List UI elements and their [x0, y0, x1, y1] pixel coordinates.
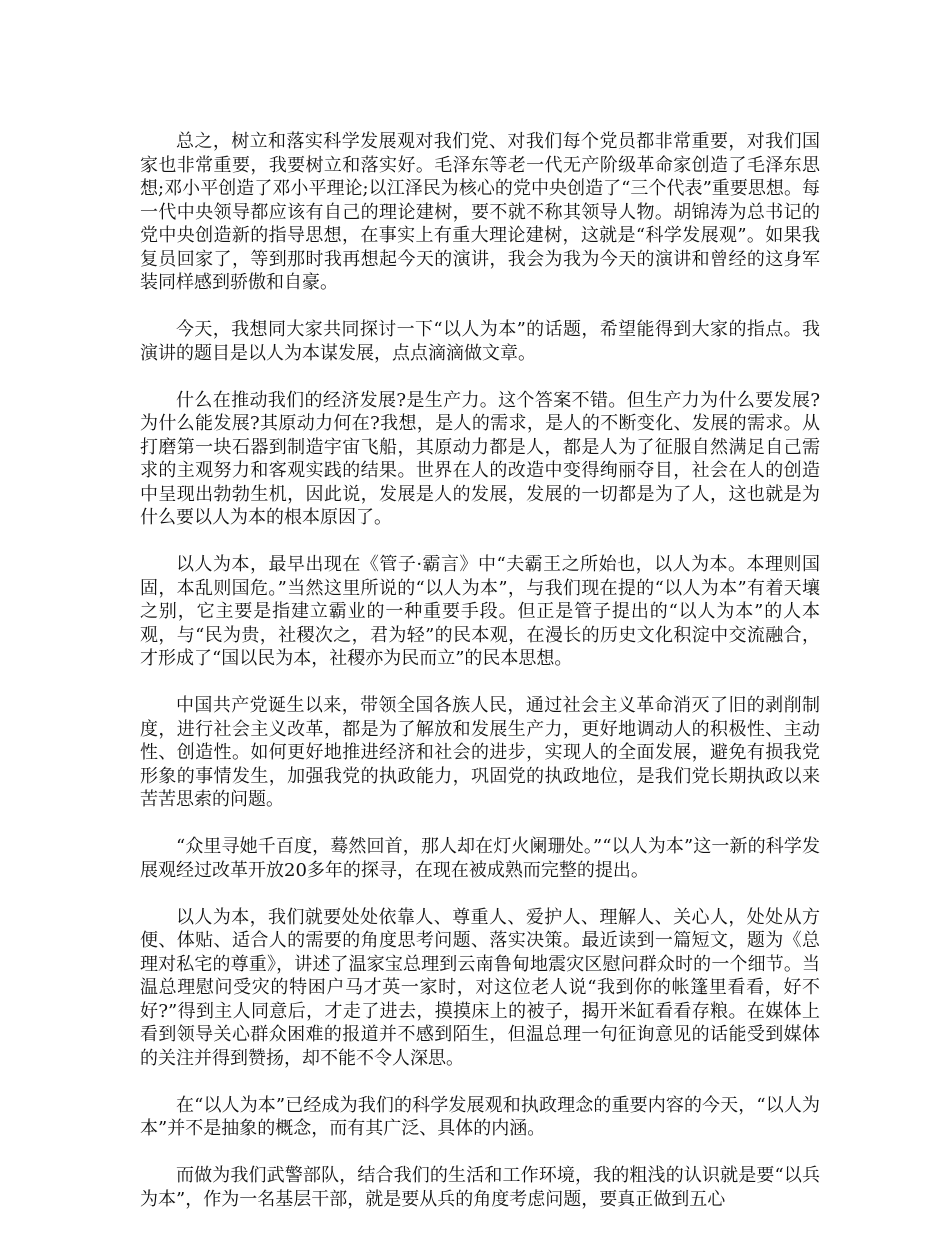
paragraph-7: 以人为本，我们就要处处依靠人、尊重人、爱护人、理解人、关心人，处处从方便、体贴、适合人的需要的角度思考问题、落实决策。最近读到一篇短文，题为《总理对私宅的尊重》，讲述了温家宝总理到云南鲁甸地震灾区慰问群众时的一个细节。当温总理慰问受灾的特困户马才英一家时，对这位老人说“我到你的帐篷里看看，好不好?”得到主人同意后，才走了进去，摸摸床上的被子，揭开米缸看看存粮。在媒体上看到领导关心群众困难的报道并不感到陌生，但温总理一句征询意见的话能受到媒体的关注并得到赞扬，却不能不令人深思。 [140, 906, 820, 1069]
paragraph-4: 以人为本，最早出现在《管子·霸言》中“夫霸王之所始也，以人为本。本理则国固，本乱则国危。”当然这里所说的“以人为本”，与我们现在提的“以人为本”有着天壤之别，它主要是指建立霸业的一种重要手段。但正是管子提出的“以人为本”的人本观，与“民为贵，社稷次之，君为轻”的民本观，在漫长的历史文化积淀中交流融合，才形成了“国以民为本，社稷亦为民而立”的民本思想。 [140, 554, 820, 669]
paragraph-6: “众里寻她千百度，蓦然回首，那人却在灯火阑珊处。”“以人为本”这一新的科学发展观经过改革开放20多年的探寻，在现在被成熟而完整的提出。 [140, 836, 820, 881]
paragraph-9: 而做为我们武警部队，结合我们的生活和工作环境，我的粗浅的认识就是要“以兵为本”，作为一名基层干部，就是要从兵的角度考虑问题，要真正做到五心 [140, 1165, 820, 1210]
paragraph-5: 中国共产党诞生以来，带领全国各族人民，通过社会主义革命消灭了旧的剥削制度，进行社会主义改革，都是为了解放和发展生产力，更好地调动人的积极性、主动性、创造性。如何更好地推进经济和社会的进步，实现人的全面发展，避免有损我党形象的事情发生，加强我党的执政能力，巩固党的执政地位，是我们党长期执政以来苦苦思索的问题。 [140, 695, 820, 810]
document-body [140, 130, 820, 1235]
paragraph-1: 总之，树立和落实科学发展观对我们党、对我们每个党员都非常重要，对我们国家也非常重要，我要树立和落实好。毛泽东等老一代无产阶级革命家创造了毛泽东思想;邓小平创造了邓小平理论;以江泽民为核心的党中央创造了“三个代表”重要思想。每一代中央领导都应该有自己的理论建树，要不就不称其领导人物。胡锦涛为总书记的党中央创造新的指导思想，在事实上有重大理论建树，这就是“科学发展观”。如果我复员回家了，等到那时我再想起今天的演讲，我会为我为今天的演讲和曾经的这身军装同样感到骄傲和自豪。 [140, 131, 820, 293]
paragraph-2: 今天，我想同大家共同探讨一下“以人为本”的话题，希望能得到大家的指点。我演讲的题目是以人为本谋发展，点点滴滴做文章。 [140, 319, 820, 364]
paragraph-3: 什么在推动我们的经济发展?是生产力。这个答案不错。但生产力为什么要发展?为什么能发展?其原动力何在?我想，是人的需求，是人的不断变化、发展的需求。从打磨第一块石器到制造宇宙飞船，其原动力都是人，都是人为了征服自然满足自己需求的主观努力和客观实践的结果。世界在人的改造中变得绚丽夺目，社会在人的创造中呈现出勃勃生机，因此说，发展是人的发展，发展的一切都是为了人，这也就是为什么要以人为本的根本原因了。 [140, 389, 820, 528]
paragraph-8: 在“以人为本”已经成为我们的科学发展观和执政理念的重要内容的今天，“以人为本”并不是抽象的概念，而有其广泛、具体的内涵。 [140, 1094, 820, 1139]
